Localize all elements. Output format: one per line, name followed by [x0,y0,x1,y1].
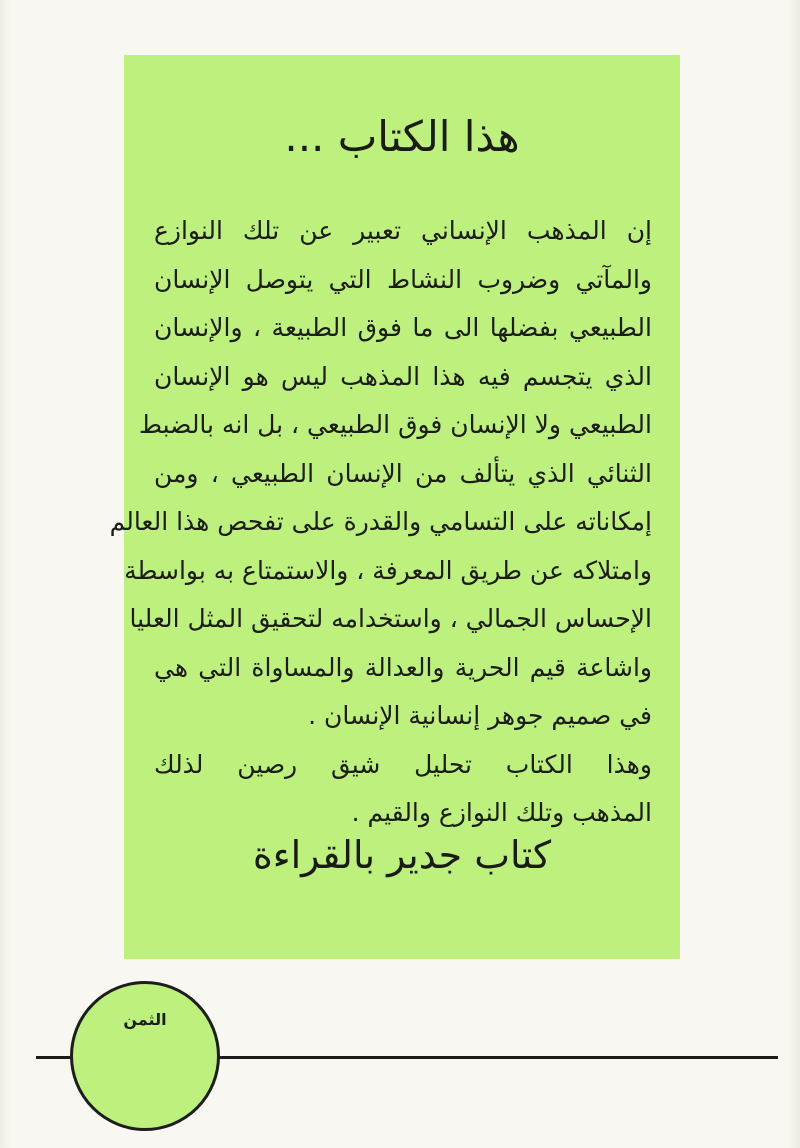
blurb-body [109,207,652,838]
green-blurb-panel [109,55,680,959]
blurb-line: الطبيعي ولا الإنسان فوق الطبيعي ، بل انه بالضبط [138,410,652,439]
blurb-line: الطبيعي بفضلها الى ما فوق الطبيعة ، والإنسان [154,313,652,342]
blurb-title: هذا الكتاب ... [284,112,520,161]
price-label: الثمن [123,1010,167,1029]
blurb-line: إن المذهب الإنساني تعبير عن تلك النوازع [154,216,652,245]
price-badge [70,981,220,1131]
blurb-line: الإحساس الجمالي ، واستخدامه لتحقيق المثل العليا [129,604,652,633]
blurb-line: إمكاناته على التسامي والقدرة على تفحص هذا العالم [109,507,652,536]
blurb-line: والمآتي وضروب النشاط التي يتوصل الإنسان [154,264,652,294]
blurb-line: وامتلاكه عن طريق المعرفة ، والاستمتاع به بواسطة [124,555,652,585]
blurb-line: في صميم جوهر إنسانية الإنسان . [308,701,652,730]
blurb-line: المذهب وتلك النوازع والقيم . [351,798,652,827]
blurb-line: الثنائي الذي يتألف من الإنسان الطبيعي ، ومن [154,458,652,488]
closing-tagline: كتاب جدير بالقراءة [252,833,552,877]
blurb-line: الذي يتجسم فيه هذا المذهب ليس هو الإنسان [154,361,652,391]
blurb-line: واشاعة قيم الحرية والعدالة والمساواة التي هي [154,652,652,682]
blurb-line: وهذا الكتاب تحليل شيق رصين لذلك [154,749,652,779]
